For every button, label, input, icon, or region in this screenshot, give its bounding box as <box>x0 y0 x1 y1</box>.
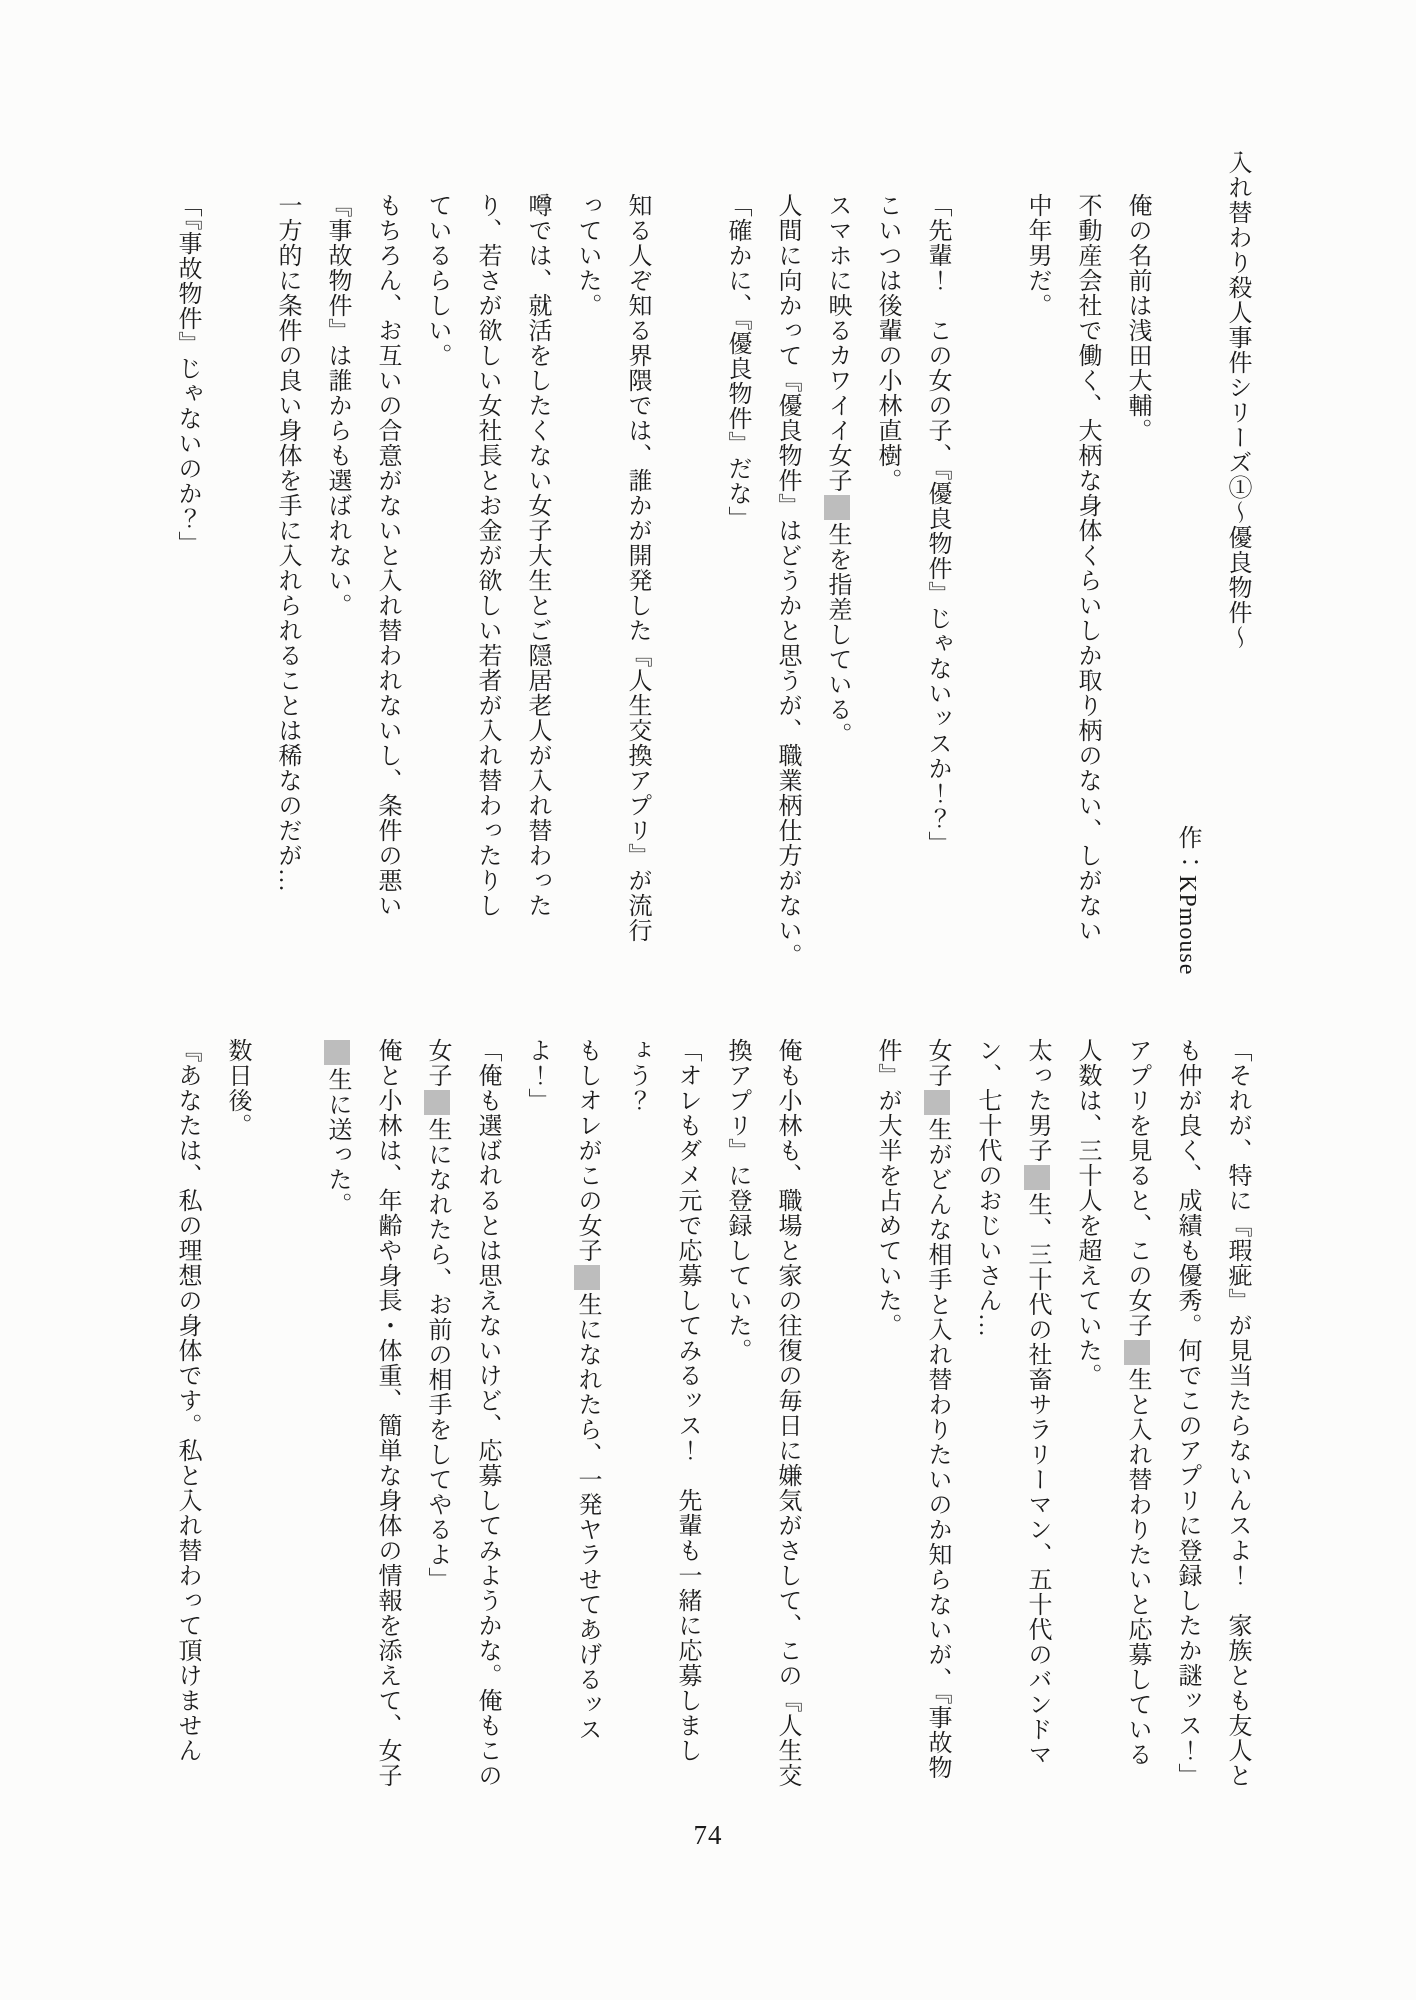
text-column <box>924 150 950 975</box>
censor-box <box>1124 1340 1150 1365</box>
column-text: もしオレがこの女子 <box>574 1038 600 1263</box>
censor-box <box>1024 1165 1050 1190</box>
column-text: 生がどんな相手と入れ替わりたいのか知らないが、『事故物 <box>924 1117 950 1780</box>
column-text: 女子 <box>924 1038 950 1088</box>
story-title-column <box>1224 150 1250 975</box>
column-text: 「オレもダメ元で応募してみるッス！ 先輩も一緒に応募しまし <box>674 1038 700 1763</box>
text-column <box>974 1038 1000 1798</box>
column-text: スマホに映るカワイイ女子 <box>824 193 850 493</box>
column-text: 「俺も選ばれるとは思えないけど、応募してみようかな。俺もこの <box>474 1038 500 1788</box>
text-column <box>574 1038 600 1798</box>
text-column <box>1124 1038 1150 1798</box>
censor-box <box>824 495 850 520</box>
column-text: 太った男子 <box>1024 1038 1050 1163</box>
column-text: 俺も小林も、職場と家の往復の毎日に嫌気がさして、この『人生交 <box>774 1038 800 1788</box>
text-column <box>724 150 750 975</box>
blank-column <box>224 150 250 975</box>
text-column <box>1024 150 1050 975</box>
column-text: ン、七十代のおじいさん… <box>974 1038 1000 1338</box>
text-column <box>1074 150 1100 975</box>
page-number: 74 <box>693 1820 723 1850</box>
column-text: り、若さが欲しい女社長とお金が欲しい若者が入れ替わったりし <box>474 193 500 918</box>
text-column <box>274 150 300 975</box>
column-text: 知る人ぞ知る界隈では、誰かが開発した『人生交換アプリ』が流行 <box>624 193 650 943</box>
column-text: 『あなたは、私の理想の身体です。私と入れ替わって頂けません <box>174 1038 200 1763</box>
column-text: 俺の名前は浅田大輔。 <box>1124 193 1150 443</box>
column-text: 『事故物件』は誰からも選ばれない。 <box>324 193 350 618</box>
text-column <box>524 150 550 975</box>
column-text: 不動産会社で働く、大柄な身体くらいしか取り柄のない、しがない <box>1074 193 1100 943</box>
column-text: もちろん、お互いの合意がないと入れ替われないし、条件の悪い <box>374 193 400 918</box>
column-text: 俺と小林は、年齢や身長・体重、簡単な身体の情報を添えて、女子 <box>374 1038 400 1788</box>
upper-text-block <box>150 150 1250 975</box>
blank-column <box>974 150 1000 975</box>
text-column <box>424 1038 450 1798</box>
blank-column <box>274 1038 300 1798</box>
text-column <box>1074 1038 1100 1798</box>
column-text: 生を指差している。 <box>824 522 850 747</box>
text-column <box>924 1038 950 1798</box>
text-column <box>724 1038 750 1798</box>
column-text: 人間に向かって『優良物件』はどうかと思うが、職業柄仕方がない。 <box>774 193 800 968</box>
column-text: も仲が良く、成績も優秀。何でこのアプリに登録したか謎ッス！」 <box>1174 1038 1200 1788</box>
text-column <box>624 1038 650 1798</box>
author-column <box>1174 150 1200 975</box>
censor-box <box>324 1040 350 1065</box>
censor-box <box>424 1090 450 1115</box>
column-text: 生に送った。 <box>324 1067 350 1217</box>
text-column <box>374 1038 400 1798</box>
column-text: ているらしい。 <box>424 193 450 368</box>
text-column <box>824 150 850 975</box>
author-credit: 作：KPmouse <box>1174 824 1200 975</box>
column-text: 噂では、就活をしたくない女子大生とご隠居老人が入れ替わった <box>524 193 550 918</box>
column-text: っていた。 <box>574 193 600 318</box>
text-column <box>174 150 200 975</box>
censor-box <box>574 1265 600 1290</box>
text-column <box>874 150 900 975</box>
column-text: 女子 <box>424 1038 450 1088</box>
column-text: 数日後。 <box>224 1038 250 1138</box>
lower-text-block <box>150 1038 1250 1798</box>
column-text: よ！」 <box>524 1038 550 1113</box>
text-column <box>1124 150 1150 975</box>
column-text: 「それが、特に『瑕疵』が見当たらないんスよ！ 家族とも友人と <box>1224 1038 1250 1788</box>
column-text: 「先輩！ この女の子、『優良物件』じゃないッスか！？」 <box>924 193 950 856</box>
column-text: 件』が大半を占めていた。 <box>874 1038 900 1338</box>
text-column <box>324 150 350 975</box>
column-text: 生と入れ替わりたいと応募している <box>1124 1367 1150 1767</box>
text-column <box>374 150 400 975</box>
text-column <box>324 1038 350 1798</box>
text-column <box>774 1038 800 1798</box>
text-column <box>474 150 500 975</box>
text-column <box>1024 1038 1050 1798</box>
text-column <box>774 150 800 975</box>
story-title: 入れ替わり殺人事件シリーズ①～優良物件～ <box>1224 150 1250 650</box>
text-column <box>174 1038 200 1798</box>
column-text: 「確かに、『優良物件』だな」 <box>724 193 750 531</box>
blank-column <box>824 1038 850 1798</box>
column-text: 「『事故物件』じゃないのか？」 <box>174 193 200 556</box>
blank-column <box>674 150 700 975</box>
text-column <box>874 1038 900 1798</box>
censor-box <box>924 1090 950 1115</box>
column-text: 中年男だ。 <box>1024 193 1050 318</box>
text-column <box>1224 1038 1250 1798</box>
column-text: 生になれたら、一発ヤラせてあげるッス <box>574 1292 600 1742</box>
column-text: 換アプリ』に登録していた。 <box>724 1038 750 1363</box>
text-column <box>574 150 600 975</box>
column-text: ょう？ <box>624 1038 650 1113</box>
column-text: 生、三十代の社畜サラリーマン、五十代のバンドマ <box>1024 1192 1050 1767</box>
text-column <box>674 1038 700 1798</box>
column-text: 生になれたら、お前の相手をしてやるよ」 <box>424 1117 450 1592</box>
text-column <box>524 1038 550 1798</box>
text-column <box>1174 1038 1200 1798</box>
column-text: こいつは後輩の小林直樹。 <box>874 193 900 493</box>
column-text: 人数は、三十人を超えていた。 <box>1074 1038 1100 1388</box>
text-column <box>424 150 450 975</box>
text-column <box>474 1038 500 1798</box>
text-column <box>624 150 650 975</box>
text-column <box>224 1038 250 1798</box>
column-text: アプリを見ると、この女子 <box>1124 1038 1150 1338</box>
column-text: 一方的に条件の良い身体を手に入れられることは稀なのだが… <box>274 193 300 893</box>
